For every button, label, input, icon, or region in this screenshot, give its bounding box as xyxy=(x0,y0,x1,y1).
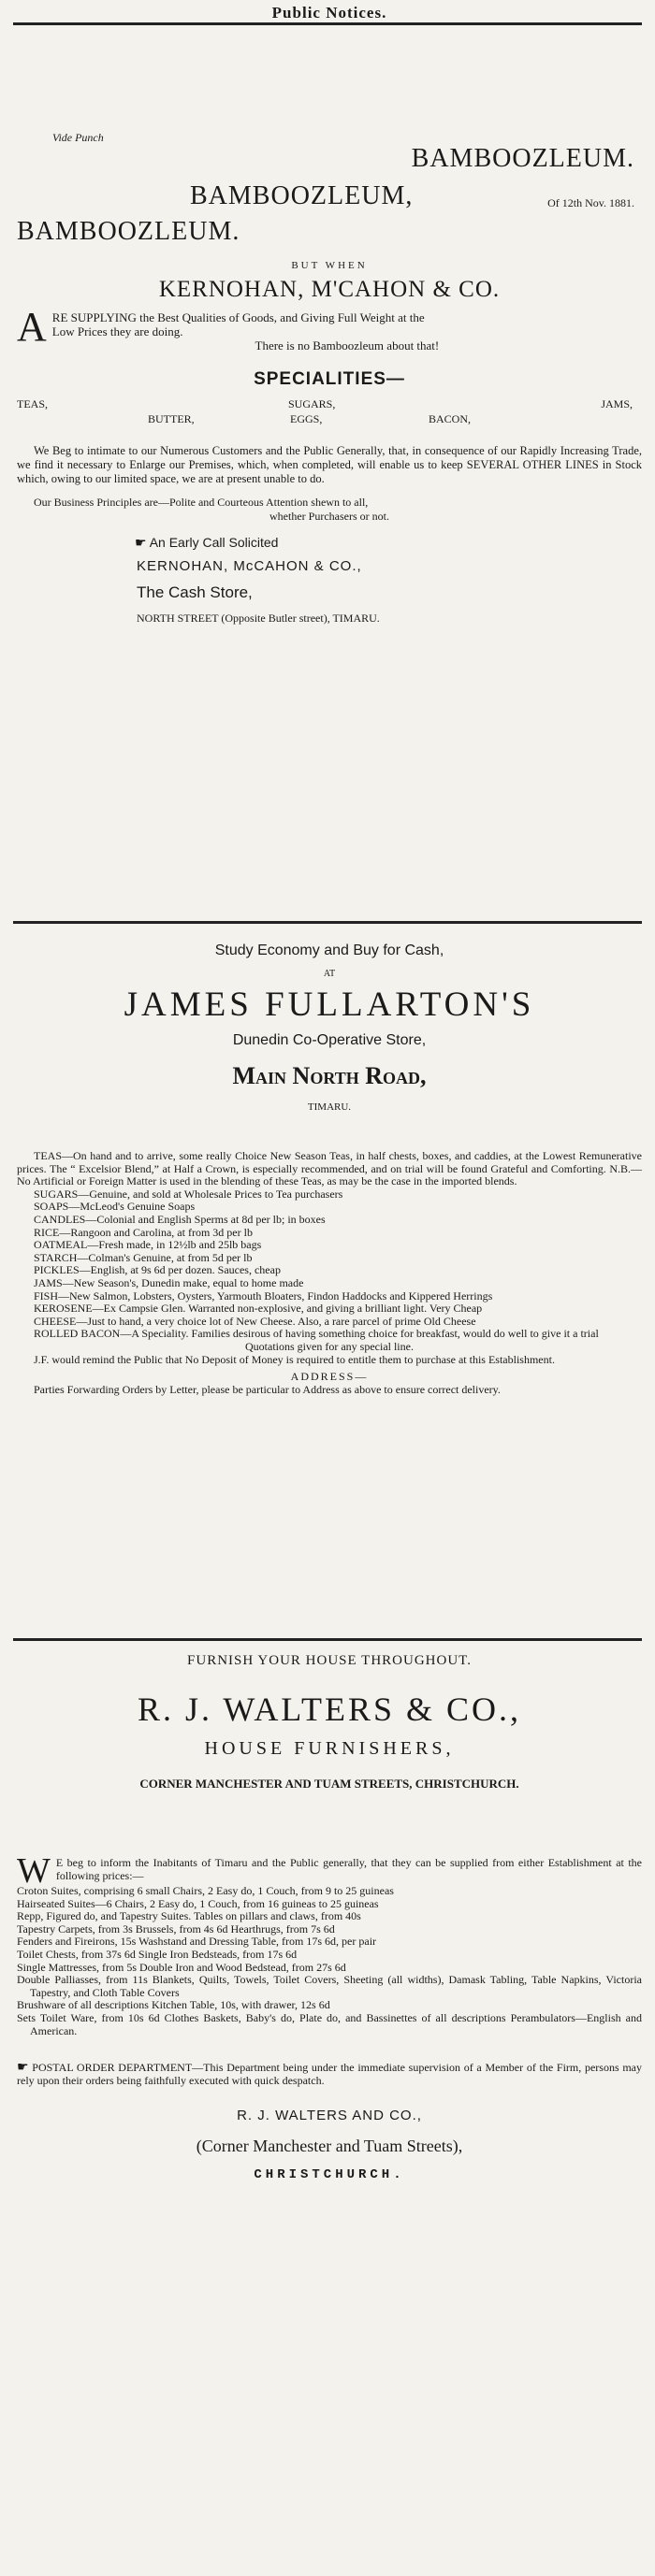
pointing-hand-icon: ☛ xyxy=(17,2061,29,2076)
christchurch: CHRISTCHURCH. xyxy=(254,2167,405,2183)
item-jams: JAMS, xyxy=(601,397,633,410)
cheese-line: CHEESE—Just to hand, a very choice lot of New Cheese. Also, a rare parcel of prime Old Cheese xyxy=(34,1314,476,1328)
price-list-line: SOAPS—McLeod's Genuine Soaps xyxy=(34,1200,196,1214)
fullarton-at: AT xyxy=(323,969,336,979)
walters-price-list xyxy=(17,1851,642,2037)
business-principles-2: whether Purchasers or not. xyxy=(269,510,389,523)
specialities-heading: SPECIALITIES— xyxy=(254,369,405,389)
price-list-line: Brushware of all descriptions Kitchen Table, 10s, with drawer, 12s 6d xyxy=(17,1998,330,2012)
kernohan-address: NORTH STREET (Opposite Butler street), TIMARU. xyxy=(137,612,380,625)
walters-name: R. J. WALTERS & CO., xyxy=(137,1691,522,1728)
masthead-rule xyxy=(13,22,642,25)
pointing-hand-icon: ☛ xyxy=(135,535,147,550)
no-deposit-line: J.F. would remind the Public that No Deposit of Money is required to entitle them to purchase at this Establishment. xyxy=(34,1352,555,1366)
price-list-line: SUGARS—Genuine, and sold at Wholesale Prices to Tea purchasers xyxy=(34,1187,343,1201)
item-bacon: BACON, xyxy=(429,412,472,425)
early-call-line xyxy=(17,535,642,551)
house-furnishers: HOUSE FURNISHERS, xyxy=(204,1738,455,1759)
main-north-road: Main North Road, xyxy=(232,1062,427,1089)
fullarton-advert xyxy=(17,943,642,1397)
drop-cap-w: W xyxy=(17,1851,51,1891)
price-list-line: Hairseated Suites—6 Chairs, 2 Easy do, 1 Couch, from 16 guineas to 25 guineas xyxy=(17,1896,379,1910)
walters-signature-corner: (Corner Manchester and Tuam Streets), xyxy=(196,2137,463,2156)
kerosene-line: KEROSENE—Ex Campsie Glen. Warranted non-explosive, and giving a brilliant light. Very Cheap xyxy=(34,1302,483,1316)
fullarton-price-list xyxy=(17,1150,642,1397)
intro-line-3: There is no Bamboozleum about that! xyxy=(255,338,440,353)
price-list-line: Croton Suites, comprising 6 small Chairs, 2 Easy do, 1 Couch, from 9 to 25 guineas xyxy=(17,1884,394,1897)
price-list-line: OATMEAL—Fresh made, in 12½lb and 25lb bags xyxy=(34,1238,262,1252)
intro-line-1: RE SUPPLYING the Best Qualities of Goods, and Giving Full Weight at the xyxy=(51,310,425,324)
kernohan-signature: KERNOHAN, McCAHON & CO., xyxy=(137,558,362,574)
walters-corner: CORNER MANCHESTER AND TUAM STREETS, CHRISTCHURCH. xyxy=(139,1777,519,1791)
rolled-bacon-line: ROLLED BACON—A Speciality. Families desirous of having something choice for breakfast, would do well to give it a trial xyxy=(34,1327,599,1341)
fish-line: FISH—New Salmon, Lobsters, Oysters, Yarmouth Bloaters, Findon Haddocks and Kippered Herrings xyxy=(34,1288,493,1302)
walters-advert xyxy=(17,1653,642,2182)
divider-2 xyxy=(13,1638,642,1641)
item-sugars: SUGARS, xyxy=(288,397,336,410)
fullarton-name: JAMES FULLARTON'S xyxy=(124,986,535,1024)
postal-order-paragraph xyxy=(17,2062,642,2087)
walters-signature: R. J. WALTERS AND CO., xyxy=(237,2108,422,2124)
price-list-line: STARCH—Colman's Genuine, at from 5d per lb xyxy=(34,1250,253,1264)
teas-paragraph: TEAS—On hand and to arrive, some really Choice New Season Teas, in half chests, boxes, and caddies, at the Lowest Remunerative prices. The “ Excelsior Blend,” at Half a Crown, is especially recommended, and on trial will be found Grateful and Comforting. N.B.—No Artificial or Foreign Matter is used in the blending of these Teas, as may be the case in the imported blends. xyxy=(17,1149,642,1188)
postal-order-text: POSTAL ORDER DEPARTMENT—This Department being under the immediate supervision of a Member of the Firm, persons may rely upon their orders being faithfully executed with quick despatch. xyxy=(17,2061,642,2087)
address-heading: ADDRESS— xyxy=(290,1370,369,1384)
specialities-list xyxy=(17,397,642,435)
furnish-heading: FURNISH YOUR HOUSE THROUGHOUT. xyxy=(187,1653,472,1668)
but-when: BUT WHEN xyxy=(291,260,368,271)
item-eggs: EGGS, xyxy=(290,412,323,425)
price-list-line: JAMS—New Season's, Dunedin make, equal to home made xyxy=(34,1275,304,1289)
drop-cap-a: A xyxy=(17,304,47,350)
price-list-line: Single Mattresses, from 5s Double Iron and Wood Bedstead, from 27s 6d xyxy=(17,1960,346,1974)
study-economy: Study Economy and Buy for Cash, xyxy=(214,943,444,958)
price-list-line: CANDLES—Colonial and English Sperms at 8d per lb; in boxes xyxy=(34,1212,326,1226)
kernohan-intro xyxy=(17,304,642,353)
price-list-line: Toilet Chests, from 37s 6d Single Iron Bedsteads, from 17s 6d xyxy=(17,1947,298,1961)
quotations-line: Quotations given for any special line. xyxy=(245,1339,414,1353)
intro-line-2: Low Prices they are doing. xyxy=(51,324,183,338)
bamboozle-heading-2: BAMBOOZLEUM, xyxy=(190,181,414,210)
item-teas: TEAS, xyxy=(17,397,48,410)
bamboozle-heading-3: BAMBOOZLEUM. xyxy=(17,217,240,246)
parties-forwarding-line: Parties Forwarding Orders by Letter, please be particular to Address as above to ensure correct delivery. xyxy=(34,1383,501,1397)
price-list-line: Sets Toilet Ware, from 10s 6d Clothes Baskets, Baby's do, Plate do, and Bassinettes of all descriptions Perambulators—English and American. xyxy=(17,2010,642,2037)
divider-1 xyxy=(13,921,642,924)
kernohan-advert xyxy=(17,131,642,626)
punch-date: Of 12th Nov. 1881. xyxy=(547,196,634,209)
masthead: Public Notices. xyxy=(271,4,387,22)
enlarge-premises-paragraph: We Beg to intimate to our Numerous Customers and the Public Generally, that, in consequence of our Rapidly Increasing Trade, we find it necessary to Enlarge our Premises, which, when completed, will enable us to keep SEVERAL OTHER LINES in Stock which, owing to our limited space, we are at present unable to do. xyxy=(17,444,642,485)
fullarton-town: TIMARU. xyxy=(307,1101,352,1113)
price-list-line: Tapestry Carpets, from 3s Brussels, from 4s 6d Hearthrugs, from 7s 6d xyxy=(17,1921,335,1936)
item-butter: BUTTER, xyxy=(148,412,195,425)
price-list-line: Fenders and Fireirons, 15s Washstand and Dressing Table, from 17s 6d, per pair xyxy=(17,1935,377,1949)
early-call-text: An Early Call Solicited xyxy=(149,535,279,550)
bamboozle-heading-1: BAMBOOZLEUM. xyxy=(411,144,634,173)
fullarton-store: Dunedin Co-Operative Store, xyxy=(232,1032,427,1048)
business-principles-1: Our Business Principles are—Polite and Courteous Attention shewn to all, xyxy=(34,496,369,509)
kernohan-headline: KERNOHAN, M'CAHON & CO. xyxy=(158,277,501,302)
price-list-line: RICE—Rangoon and Carolina, at from 3d per lb xyxy=(34,1225,253,1239)
vide-punch: Vide Punch xyxy=(52,131,104,144)
cash-store: The Cash Store, xyxy=(137,583,253,601)
price-list-line: Double Palliasses, from 11s Blankets, Quilts, Towels, Toilet Covers, Sheeting (all widths), Damask Tabling, Table Napkins, Victoria Tapestry, and Cloth Table Covers xyxy=(17,1973,642,1999)
price-list-line: PICKLES—English, at 9s 6d per dozen. Sauces, cheap xyxy=(34,1263,281,1277)
walters-intro: E beg to inform the Inabitants of Timaru and the Public generally, that they can be supplied from either Establishment at the following prices:— xyxy=(55,1856,642,1882)
price-list-line: Repp, Figured do, and Tapestry Suites. Tables on pillars and claws, from 40s xyxy=(17,1909,361,1923)
